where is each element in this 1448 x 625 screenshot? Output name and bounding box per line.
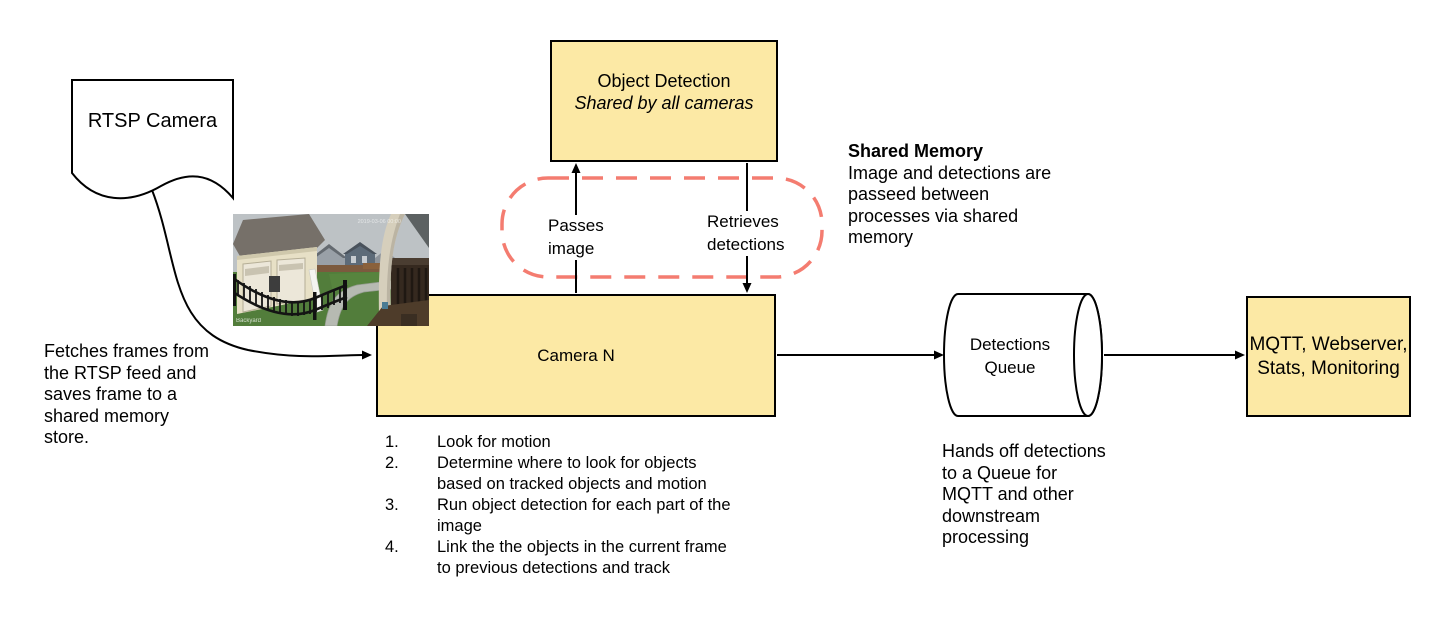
object-detection-title: Object Detection [597,71,731,91]
mqtt-label-line2: Stats, Monitoring [1257,357,1400,379]
retrieves-detections-label-line1: Retrieves [707,212,779,231]
camera-n-node [376,294,776,417]
passes-image-label-line2: image [548,238,595,258]
step-text: based on tracked objects and motion [437,475,707,493]
fetch-frames-line: store. [44,427,90,447]
step-text: Run object detection for each part of the [437,496,731,514]
hands-off-line: processing [942,527,1030,547]
shared-memory-note-line: memory [848,227,914,247]
planter [401,314,417,326]
hands-off-line: to a Queue for [942,462,1058,483]
detections-queue-label-line2: Queue [984,358,1036,377]
shared-memory-note-line: processes via shared [848,205,1019,226]
trash-bin [269,276,280,292]
detections-queue-label [949,333,1071,379]
step-text: to previous detections and track [437,559,670,577]
timestamp-watermark: 2019-03-06 00:00 [357,219,401,225]
fetch-frames-line: the RTSP feed and [44,362,197,383]
step-number: 1. [385,433,399,451]
passes-image-label [546,215,606,260]
step-text: image [437,517,482,535]
hands-off-note [942,441,1142,549]
blue-object [382,302,388,309]
fetch-frames-line: saves frame to a [44,384,178,404]
step-text: Determine where to look for objects [437,454,697,472]
step-number: 2. [385,454,399,472]
step-number: 4. [385,538,399,556]
rtsp-camera-shape [72,80,233,198]
mqtt-label-line1: MQTT, Webserver, [1249,333,1408,355]
shared-memory-note-line: Image and detections are [848,162,1052,183]
detections-queue-label-line1: Detections [969,335,1051,354]
step-text: Look for motion [437,433,551,451]
rtsp-camera-label: RTSP Camera [87,110,218,132]
retrieves-detections-label-line2: detections [707,234,785,254]
hands-off-line: Hands off detections [942,441,1106,461]
hands-off-line: MQTT and other [942,484,1074,504]
shared-memory-note-title: Shared Memory [848,141,984,161]
fetch-frames-note [44,341,234,449]
passes-image-label-line1: Passes [548,216,604,235]
shared-memory-note-line: passeed between [848,184,990,204]
mqtt-node [1246,296,1411,417]
object-detection-subtitle: Shared by all cameras [574,93,754,113]
camera-snapshot [233,214,429,326]
camera-n-label: Camera N [537,345,615,365]
object-detection-node [550,40,778,162]
fetch-frames-line: Fetches frames from [44,341,210,361]
camera-name-watermark: Backyard [236,318,262,324]
step-text: Link the the objects in the current frame [437,538,727,556]
hands-off-line: downstream [942,505,1041,526]
shared-memory-note [848,141,1078,249]
fetch-frames-line: shared memory [44,405,170,426]
camera-snapshot-scene [233,214,429,326]
step-number: 3. [385,496,399,514]
retrieves-detections-label [705,211,787,256]
